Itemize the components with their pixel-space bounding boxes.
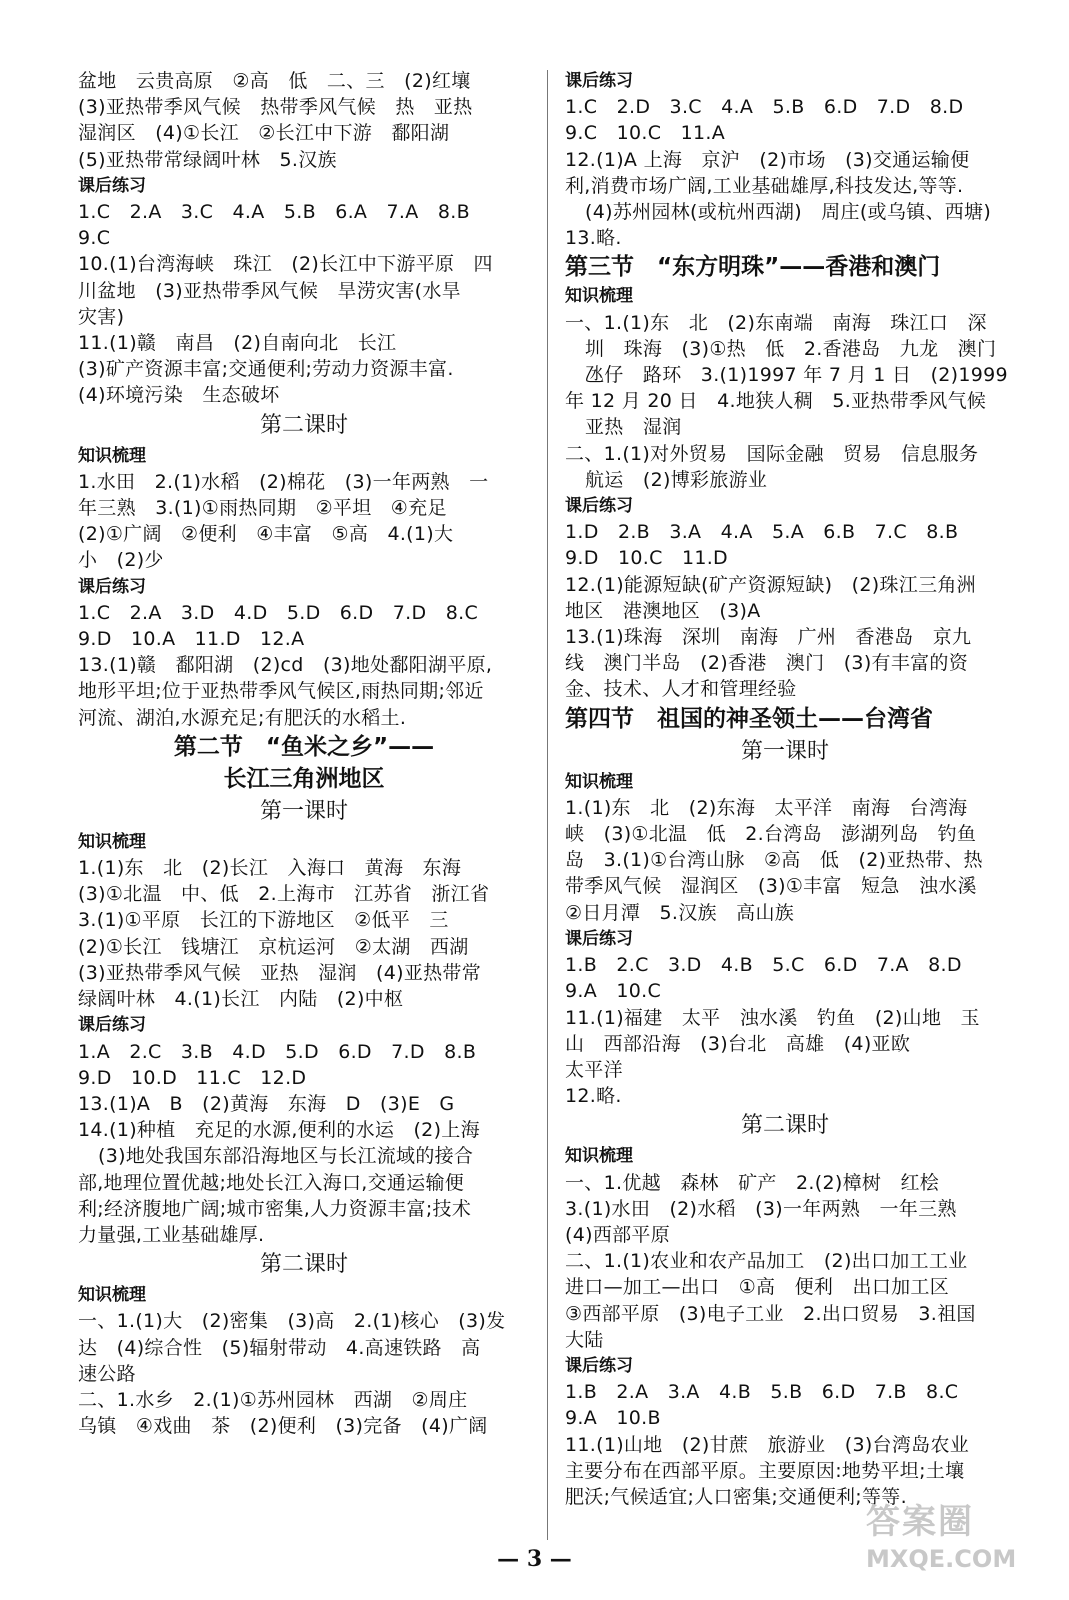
answer-line: ②日月潭 5.汉族 高山族 bbox=[565, 901, 795, 924]
answer-line: 1.C 2.A 3.C 4.A 5.B 6.A 7.A 8.B bbox=[78, 201, 470, 224]
section-title: 第四节 祖国的神圣领土——台湾省 bbox=[565, 705, 933, 732]
answer-line: 10.(1)台湾海峡 珠江 (2)长江中下游平原 四 bbox=[78, 253, 493, 276]
answer-line: (3)矿产资源丰富;交通便利;劳动力资源丰富. bbox=[78, 358, 454, 381]
answer-line: 利,消费市场广阔,工业基础雄厚,科技发达,等等. bbox=[565, 174, 964, 197]
answer-line: 金、技术、人才和管理经验 bbox=[565, 678, 797, 701]
section-title: 长江三角洲地区 bbox=[223, 765, 385, 792]
answer-line: (3)①北温 中、低 2.上海市 江苏省 浙江省 bbox=[78, 883, 490, 906]
watermark-text: 答案圈 bbox=[866, 1502, 974, 1542]
answer-line: 二、1.水乡 2.(1)①苏州园林 西湖 ②周庄 bbox=[78, 1388, 468, 1411]
answer-line: 灾害) bbox=[78, 305, 125, 328]
section-label: 知识梳理 bbox=[565, 1146, 633, 1167]
answer-line: 航运 (2)博彩旅游业 bbox=[585, 468, 768, 491]
section-title: 第三节 “东方明珠”——香港和澳门 bbox=[565, 254, 941, 281]
answer-line: 9.A 10.C bbox=[565, 980, 662, 1003]
answer-line: (4)苏州园林(或杭州西湖) 周庄(或乌镇、西塘) bbox=[585, 201, 992, 224]
answer-line: 11.(1)赣 南昌 (2)自南向北 长江 bbox=[78, 332, 397, 355]
answer-line: (4)环境污染 生态破坏 bbox=[78, 384, 280, 407]
lesson-heading: 第一课时 bbox=[740, 738, 829, 764]
answer-line: 1.(1)东 北 (2)长江 入海口 黄海 东海 bbox=[78, 857, 462, 880]
answer-line: 小 (2)少 bbox=[78, 549, 164, 572]
watermark-url: MXQE.COM bbox=[866, 1545, 1017, 1573]
answer-line: 9.D 10.A 11.D 12.A bbox=[78, 628, 305, 651]
answer-line: 一、1.(1)大 (2)密集 (3)高 2.(1)核心 (3)发 bbox=[78, 1310, 506, 1333]
answer-line: 12.(1)A 上海 京沪 (2)市场 (3)交通运输便 bbox=[565, 148, 970, 171]
answer-line: 3.(1)水田 (2)水稻 (3)一年两熟 一年三熟 bbox=[565, 1197, 957, 1220]
answer-line: 9.D 10.C 11.D bbox=[565, 547, 728, 570]
answer-line: 主要分布在西部平原。主要原因:地势平坦;土壤 bbox=[565, 1459, 965, 1482]
answer-line: 11.(1)福建 太平 浊水溪 钓鱼 (2)山地 玉 bbox=[565, 1006, 980, 1029]
section-label: 课后练习 bbox=[78, 175, 146, 196]
right-column bbox=[565, 68, 1008, 1510]
answer-line: 大陆 bbox=[565, 1328, 604, 1351]
answer-line: 二、1.(1)农业和农产品加工 (2)出口加工工业 bbox=[565, 1250, 968, 1273]
lesson-heading: 第二课时 bbox=[259, 412, 348, 438]
answer-line: 利;经济腹地广阔;城市密集,人力资源丰富;技术 bbox=[78, 1197, 472, 1220]
answer-line: 速公路 bbox=[78, 1362, 136, 1385]
column-divider bbox=[547, 70, 548, 1540]
answer-line: 3.(1)①平原 长江的下游地区 ②低平 三 bbox=[78, 909, 449, 932]
answer-line: 力量强,工业基础雄厚. bbox=[78, 1223, 265, 1246]
answer-line: 圳 珠海 (3)①热 低 2.香港岛 九龙 澳门 bbox=[585, 337, 997, 360]
answer-line: 1.A 2.C 3.B 4.D 5.D 6.D 7.D 8.B bbox=[78, 1040, 477, 1063]
watermark-logo bbox=[866, 1500, 1017, 1590]
answer-line: 12.略. bbox=[565, 1085, 622, 1108]
answer-line: 乌镇 ④戏曲 茶 (2)便利 (3)完备 (4)广阔 bbox=[78, 1415, 488, 1438]
answer-line: 亚热 湿润 bbox=[585, 416, 682, 439]
answer-line: 一、1.优越 森林 矿产 2.(2)樟树 红桧 bbox=[565, 1171, 940, 1194]
answer-line: 1.B 2.C 3.D 4.B 5.C 6.D 7.A 8.D bbox=[565, 954, 962, 977]
answer-line: 达 (4)综合性 (5)辐射带动 4.高速铁路 高 bbox=[78, 1336, 481, 1359]
section-label: 知识梳理 bbox=[78, 831, 146, 852]
section-label: 知识梳理 bbox=[565, 286, 633, 307]
section-label: 课后练习 bbox=[565, 928, 633, 949]
answer-line: 部,地理位置优越;地处长江入海口,交通运输便 bbox=[78, 1171, 465, 1194]
section-label: 课后练习 bbox=[565, 1355, 633, 1376]
answer-line: (2)①广阔 ②便利 ④丰富 ⑤高 4.(1)大 bbox=[78, 523, 454, 546]
answer-line: 9.C bbox=[78, 227, 111, 250]
answer-line: 氹仔 路环 3.(1)1997 年 7 月 1 日 (2)1999 bbox=[585, 364, 1008, 387]
answer-line: 进口—加工—出口 ①高 便利 出口加工区 bbox=[565, 1276, 950, 1299]
answer-line: (4)西部平原 bbox=[565, 1223, 671, 1246]
answer-line: 地形平坦;位于亚热带季风气候区,雨热同期;邻近 bbox=[78, 680, 484, 703]
answer-line: 肥沃;气候适宜;人口密集;交通便利;等等. bbox=[565, 1485, 907, 1508]
answer-line: 湿润区 (4)①长江 ②长江中下游 鄱阳湖 bbox=[78, 122, 450, 145]
answer-line: 川盆地 (3)亚热带季风气候 旱涝灾害(水旱 bbox=[78, 279, 461, 302]
answer-line: 13.(1)赣 鄱阳湖 (2)cd (3)地处鄱阳湖平原, bbox=[78, 654, 493, 677]
answer-line: 9.C 10.C 11.A bbox=[565, 122, 725, 145]
answer-line: 岛 3.(1)①台湾山脉 ②高 低 (2)亚热带、热 bbox=[565, 849, 983, 872]
answer-line: 13.略. bbox=[565, 227, 622, 250]
answer-line: 1.水田 2.(1)水稻 (2)棉花 (3)一年两熟 一 bbox=[78, 470, 489, 493]
answer-line: (5)亚热带常绿阔叶林 5.汉族 bbox=[78, 148, 337, 171]
lesson-heading: 第一课时 bbox=[259, 798, 348, 824]
answer-line: 9.A 10.B bbox=[565, 1407, 661, 1430]
lesson-heading: 第二课时 bbox=[259, 1252, 348, 1278]
answer-line: 年三熟 3.(1)①雨热同期 ②平坦 ④充足 bbox=[78, 497, 447, 520]
section-label: 知识梳理 bbox=[78, 445, 146, 466]
answer-line: 峡 (3)①北温 低 2.台湾岛 澎湖列岛 钓鱼 bbox=[565, 823, 977, 846]
lesson-heading: 第二课时 bbox=[740, 1113, 829, 1139]
answer-line: 一、1.(1)东 北 (2)东南端 南海 珠江口 深 bbox=[565, 311, 987, 334]
section-label: 课后练习 bbox=[565, 496, 633, 517]
answer-line: 1.(1)东 北 (2)东海 太平洋 南海 台湾海 bbox=[565, 796, 968, 819]
answer-line: (3)亚热带季风气候 亚热 湿润 (4)亚热带常 bbox=[78, 961, 482, 984]
page-number: — 3 — bbox=[497, 1546, 572, 1572]
answer-line: 9.D 10.D 11.C 12.D bbox=[78, 1066, 307, 1089]
section-label: 课后练习 bbox=[78, 576, 146, 597]
answer-line: ③西部平原 (3)电子工业 2.出口贸易 3.祖国 bbox=[565, 1302, 976, 1325]
answer-line: 14.(1)种植 充足的水源,便利的水运 (2)上海 bbox=[78, 1119, 480, 1142]
answer-line: 12.(1)能源短缺(矿产资源短缺) (2)珠江三角洲 bbox=[565, 573, 976, 596]
section-label: 知识梳理 bbox=[565, 771, 633, 792]
answer-line: 太平洋 bbox=[565, 1058, 623, 1081]
answer-line: 带季风气候 湿润区 (3)①丰富 短急 浊水溪 bbox=[565, 875, 977, 898]
answer-line: (2)①长江 钱塘江 京杭运河 ②太湖 西湖 bbox=[78, 935, 469, 958]
answer-line: (3)地处我国东部沿海地区与长江流域的接合 bbox=[98, 1145, 474, 1168]
answer-line: 二、1.(1)对外贸易 国际金融 贸易 信息服务 bbox=[565, 442, 979, 465]
section-label: 课后练习 bbox=[78, 1015, 146, 1036]
answer-line: 盆地 云贵高原 ②高 低 二、三 (2)红壤 bbox=[78, 70, 471, 92]
answer-line: 线 澳门半岛 (2)香港 澳门 (3)有丰富的资 bbox=[565, 652, 969, 675]
answer-line: 13.(1)A B (2)黄海 东海 D (3)E G bbox=[78, 1092, 455, 1115]
answer-line: 地区 港澳地区 (3)A bbox=[565, 599, 761, 622]
section-label: 课后练习 bbox=[565, 71, 633, 91]
answer-line: 1.D 2.B 3.A 4.A 5.A 6.B 7.C 8.B bbox=[565, 521, 959, 544]
section-title: 第二节 “鱼米之乡”—— bbox=[173, 733, 435, 760]
answer-line: 山 西部沿海 (3)台北 高雄 (4)亚欧 bbox=[565, 1032, 911, 1055]
answer-line: 1.C 2.D 3.C 4.A 5.B 6.D 7.D 8.D bbox=[565, 96, 964, 119]
answer-line: 1.B 2.A 3.A 4.B 5.B 6.D 7.B 8.C bbox=[565, 1381, 959, 1404]
answer-line: 绿阔叶林 4.(1)长江 内陆 (2)中枢 bbox=[78, 988, 404, 1011]
answer-line: 13.(1)珠海 深圳 南海 广州 香港岛 京九 bbox=[565, 626, 972, 649]
answer-line: 1.C 2.A 3.D 4.D 5.D 6.D 7.D 8.C bbox=[78, 601, 479, 624]
answer-line: 11.(1)山地 (2)甘蔗 旅游业 (3)台湾岛农业 bbox=[565, 1433, 970, 1456]
answer-line: (3)亚热带季风气候 热带季风气候 热 亚热 bbox=[78, 96, 473, 119]
section-label: 知识梳理 bbox=[78, 1285, 146, 1306]
answer-line: 年 12 月 20 日 4.地狭人稠 5.亚热带季风气候 bbox=[565, 390, 987, 413]
answer-line: 河流、湖泊,水源充足;有肥沃的水稻土. bbox=[78, 706, 407, 729]
left-column bbox=[78, 68, 530, 1439]
